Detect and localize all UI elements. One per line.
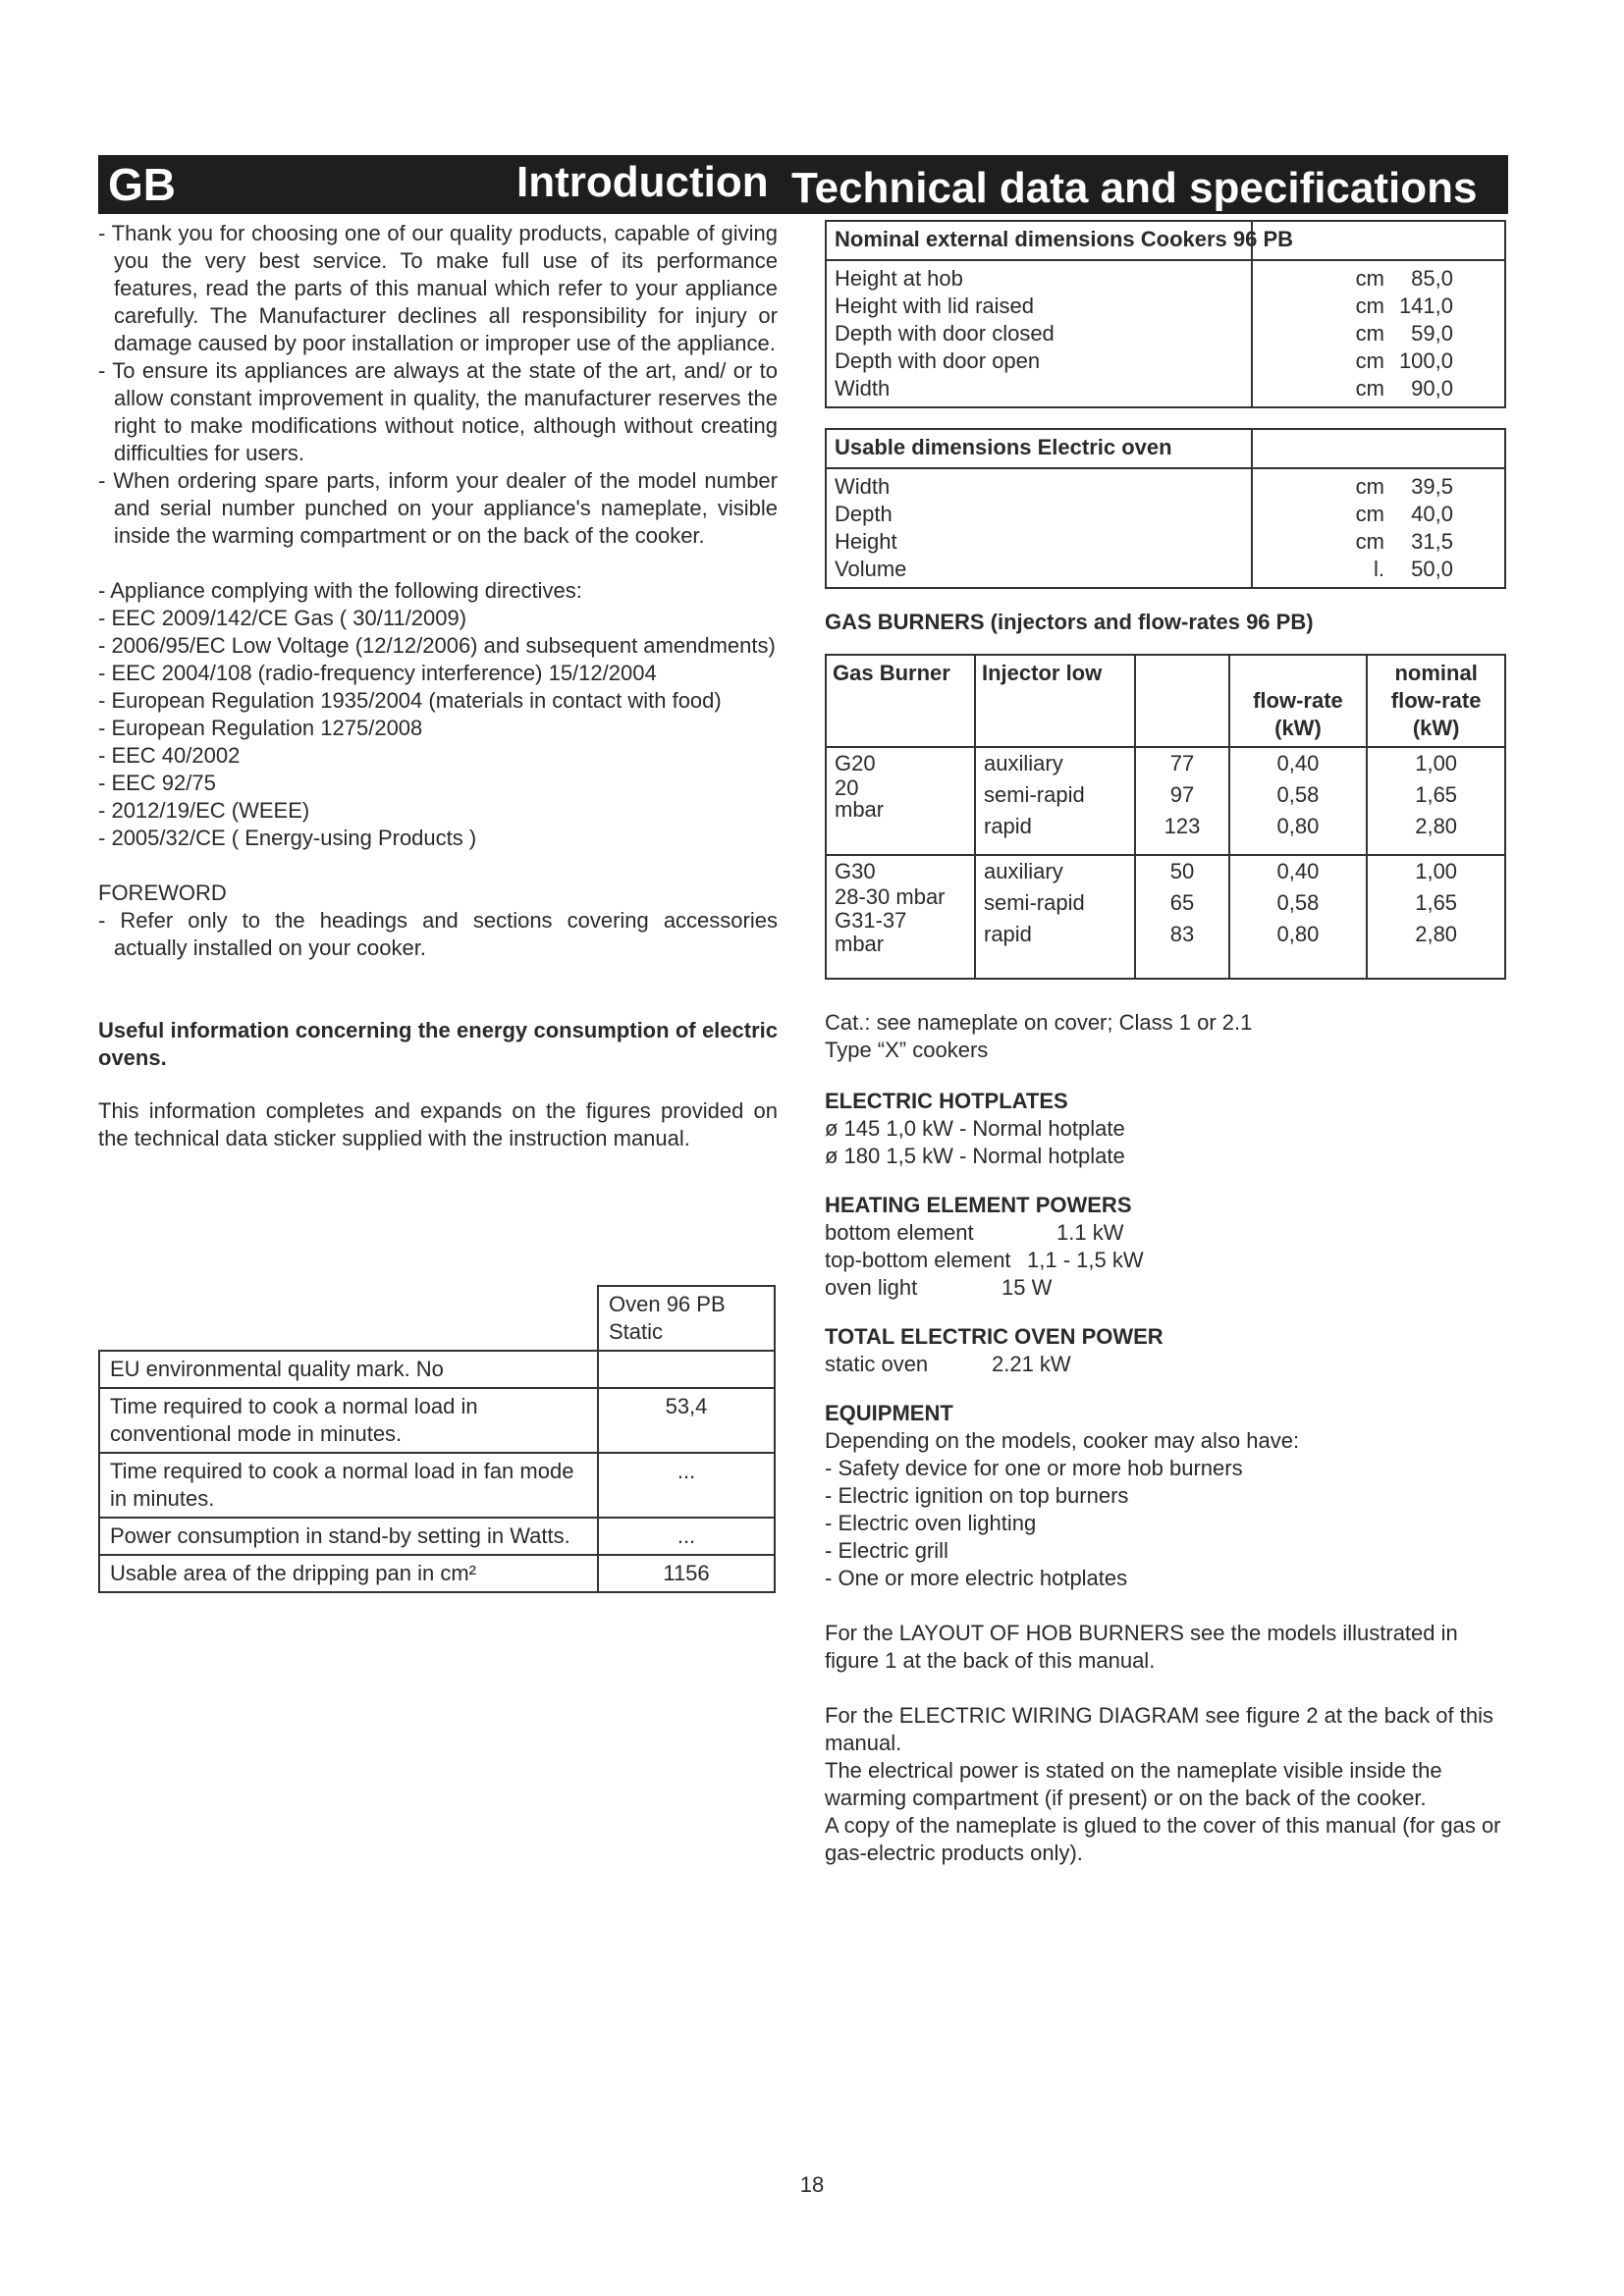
copy-note: A copy of the nameplate is glued to the cover of this manual (for gas or gas-electric products only). <box>825 1813 1501 1865</box>
directive-item: - EEC 2004/108 (radio-frequency interference) 15/12/2004 <box>98 660 778 687</box>
directive-item: - Appliance complying with the following directives: <box>98 577 778 605</box>
dim-label: Depth with door closed <box>835 321 1055 346</box>
injector: 65 <box>1135 887 1228 919</box>
dim-unit: cm <box>1355 529 1384 554</box>
energy-table <box>98 1285 776 1593</box>
total-power-label: static oven <box>825 1352 929 1376</box>
table-row <box>99 1555 775 1592</box>
dim-label: Width <box>835 376 891 400</box>
intro-paragraph: - Thank you for choosing one of our quality products, capable of giving you the very best service. To make full use of its performance features, read the parts of this manual which refer to your appliance carefully. The Manufacturer declines all responsibility for injury or damage caused by poor installation or improper use of the appliance. <box>98 220 778 357</box>
dim-value: 50,0 <box>1411 557 1453 581</box>
row-label: Power consumption in stand-by setting in Watts. <box>99 1518 598 1555</box>
injector: 123 <box>1135 811 1228 855</box>
table-row <box>99 1453 775 1518</box>
language-code: GB <box>108 159 176 210</box>
row-value: ... <box>598 1518 775 1555</box>
left-column <box>98 220 778 1152</box>
directive-item: - 2012/19/EC (WEEE) <box>98 797 778 825</box>
nominal-flow: 1,65 <box>1367 779 1505 811</box>
foreword-title: FOREWORD <box>98 881 227 905</box>
burner-type: auxiliary <box>975 855 1135 887</box>
wiring-note: For the ELECTRIC WIRING DIAGRAM see figure 2 at the back of this manual. <box>825 1703 1494 1755</box>
flow-rate: 0,80 <box>1229 919 1368 979</box>
row-value: ... <box>598 1453 775 1518</box>
type-note: Type “X” cookers <box>825 1038 989 1062</box>
gas-type: G20 <box>835 751 876 775</box>
burner-type: semi-rapid <box>975 779 1135 811</box>
table-row <box>99 1518 775 1555</box>
gas-pressure: 28-30 mbar <box>835 884 946 909</box>
directives-list <box>98 577 778 852</box>
dim-label: Width <box>835 474 891 499</box>
dim-value: 39,5 <box>1411 474 1453 499</box>
col-gas-burner: Gas Burner <box>826 655 975 747</box>
hotplate-item: ø 180 1,5 kW - Normal hotplate <box>825 1144 1125 1168</box>
flow-rate: 0,40 <box>1229 747 1368 779</box>
directive-item: - EEC 92/75 <box>98 770 778 797</box>
oven-model-header: Oven 96 PB <box>609 1292 726 1316</box>
directive-item: - EEC 40/2002 <box>98 742 778 770</box>
dim-label: Depth with door open <box>835 348 1041 373</box>
equipment-item: - Electric oven lighting <box>825 1511 1037 1535</box>
heating-title: HEATING ELEMENT POWERS <box>825 1193 1132 1217</box>
foreword-text: - Refer only to the headings and sections covering accessories actually installed on your cooker. <box>98 907 778 962</box>
dim-label: Height <box>835 529 897 554</box>
burner-type: semi-rapid <box>975 887 1135 919</box>
directive-item: - 2005/32/CE ( Energy-using Products ) <box>98 825 778 852</box>
equipment-item: - Safety device for one or more hob burners <box>825 1456 1243 1480</box>
oven-mode-header: Static <box>609 1319 664 1344</box>
dim-unit: cm <box>1355 266 1384 291</box>
dim-unit: cm <box>1355 348 1384 373</box>
row-value <box>598 1351 775 1388</box>
total-power-value: 2.21 kW <box>992 1352 1071 1376</box>
dim-value: 90,0 <box>1411 376 1453 400</box>
row-value: 53,4 <box>598 1388 775 1453</box>
dim-unit: cm <box>1355 321 1384 346</box>
heating-label: oven light <box>825 1275 918 1300</box>
equipment-title: EQUIPMENT <box>825 1401 953 1425</box>
dim-unit: l. <box>1374 557 1384 581</box>
gas-type: G30 <box>835 859 876 883</box>
equipment-intro: Depending on the models, cooker may also have: <box>825 1428 1300 1453</box>
intro-paragraph: - To ensure its appliances are always at the state of the art, and/ or to allow constant improvement in quality, the manufacturer reserves the right to make modifications without notice, although without creating difficulties for users. <box>98 357 778 467</box>
gas-unit: mbar <box>835 797 885 822</box>
directive-item: - 2006/95/EC Low Voltage (12/12/2006) and subsequent amendments) <box>98 632 778 660</box>
table-row <box>826 747 1505 779</box>
heating-value: 1,1 - 1,5 kW <box>1027 1248 1144 1272</box>
intro-paragraph: - When ordering spare parts, inform your dealer of the model number and serial number punched on your appliance's nameplate, visible inside the warming compartment or on the back of the cooker. <box>98 467 778 550</box>
nominal-flow: 1,00 <box>1367 855 1505 887</box>
page-number: 18 <box>799 2172 825 2197</box>
injector: 97 <box>1135 779 1228 811</box>
flow-rate: 0,58 <box>1229 779 1368 811</box>
intro-list <box>98 220 778 550</box>
heating-value: 15 W <box>1001 1275 1053 1300</box>
gas-unit: mbar <box>835 932 885 956</box>
dim-value: 85,0 <box>1411 266 1453 291</box>
intro-heading: Introduction <box>516 158 769 206</box>
dim-label: Volume <box>835 557 907 581</box>
gas-burners-table <box>825 654 1506 980</box>
dim-unit: cm <box>1355 294 1384 318</box>
dim-value: 59,0 <box>1411 321 1453 346</box>
nominal-flow: 1,65 <box>1367 887 1505 919</box>
directive-item: - European Regulation 1935/2004 (materials in contact with food) <box>98 687 778 715</box>
col-flow-rate: flow-rate (kW) <box>1229 655 1368 747</box>
heating-value: 1.1 kW <box>1056 1220 1124 1245</box>
col-injector: Injector low <box>975 655 1135 747</box>
flow-rate: 0,58 <box>1229 887 1368 919</box>
dim-value: 100,0 <box>1398 348 1453 373</box>
dim-label: Height at hob <box>835 266 963 291</box>
dim-value: 31,5 <box>1411 529 1453 554</box>
right-column <box>825 220 1512 1867</box>
equipment-item: - Electric grill <box>825 1538 948 1563</box>
dim-label: Depth <box>835 502 893 526</box>
dim-unit: cm <box>1355 502 1384 526</box>
dim-label: Height with lid raised <box>835 294 1034 318</box>
burner-type: rapid <box>975 811 1135 855</box>
category-note: Cat.: see nameplate on cover; Class 1 or 2.1 <box>825 1010 1253 1035</box>
power-note: The electrical power is stated on the nameplate visible inside the warming compartment (if present) or on the back of the cooker. <box>825 1758 1442 1810</box>
table-row <box>99 1351 775 1388</box>
nominal-flow: 1,00 <box>1367 747 1505 779</box>
gas-pressure: 20 <box>835 775 859 800</box>
useful-info-title: Useful information concerning the energy consumption of electric ovens. <box>98 1018 778 1070</box>
directive-item: - European Regulation 1275/2008 <box>98 715 778 742</box>
flow-rate: 0,40 <box>1229 855 1368 887</box>
col-nominal-flow: nominal flow-rate (kW) <box>1367 655 1505 747</box>
total-power-title: TOTAL ELECTRIC OVEN POWER <box>825 1324 1164 1349</box>
gas-burners-title: GAS BURNERS (injectors and flow-rates 96 PB) <box>825 610 1314 634</box>
nominal-flow: 2,80 <box>1367 811 1505 855</box>
table-row <box>826 855 1505 887</box>
nominal-title: Nominal external dimensions Cookers 96 PB <box>827 222 1253 259</box>
hotplate-item: ø 145 1,0 kW - Normal hotplate <box>825 1116 1125 1141</box>
usable-dimensions-box <box>825 428 1506 589</box>
usable-title: Usable dimensions Electric oven <box>827 430 1253 467</box>
equipment-item: - Electric ignition on top burners <box>825 1483 1129 1508</box>
flow-rate: 0,80 <box>1229 811 1368 855</box>
injector: 83 <box>1135 919 1228 979</box>
burner-type: rapid <box>975 919 1135 979</box>
row-label: Time required to cook a normal load in conventional mode in minutes. <box>99 1388 598 1453</box>
gas-type: G31-37 <box>835 908 907 933</box>
nominal-dimensions-box <box>825 220 1506 408</box>
header-bar <box>98 155 1508 214</box>
heating-label: bottom element <box>825 1220 974 1245</box>
burner-type: auxiliary <box>975 747 1135 779</box>
table-row <box>99 1388 775 1453</box>
tech-heading: Technical data and specifications <box>791 164 1478 212</box>
row-label: EU environmental quality mark. No <box>99 1351 598 1388</box>
dim-value: 40,0 <box>1411 502 1453 526</box>
hotplates-title: ELECTRIC HOTPLATES <box>825 1089 1068 1113</box>
row-label: Time required to cook a normal load in fan mode in minutes. <box>99 1453 598 1518</box>
equipment-item: - One or more electric hotplates <box>825 1566 1128 1590</box>
heating-label: top-bottom element <box>825 1248 1011 1272</box>
dim-unit: cm <box>1355 376 1384 400</box>
dim-unit: cm <box>1355 474 1384 499</box>
row-label: Usable area of the dripping pan in cm² <box>99 1555 598 1592</box>
layout-note: For the LAYOUT OF HOB BURNERS see the models illustrated in figure 1 at the back of this manual. <box>825 1621 1458 1673</box>
nominal-flow: 2,80 <box>1367 919 1505 979</box>
injector: 50 <box>1135 855 1228 887</box>
dim-value: 141,0 <box>1398 294 1453 318</box>
useful-info-text: This information completes and expands on the figures provided on the technical data sticker supplied with the instruction manual. <box>98 1098 778 1150</box>
directive-item: - EEC 2009/142/CE Gas ( 30/11/2009) <box>98 605 778 632</box>
row-value: 1156 <box>598 1555 775 1592</box>
injector: 77 <box>1135 747 1228 779</box>
